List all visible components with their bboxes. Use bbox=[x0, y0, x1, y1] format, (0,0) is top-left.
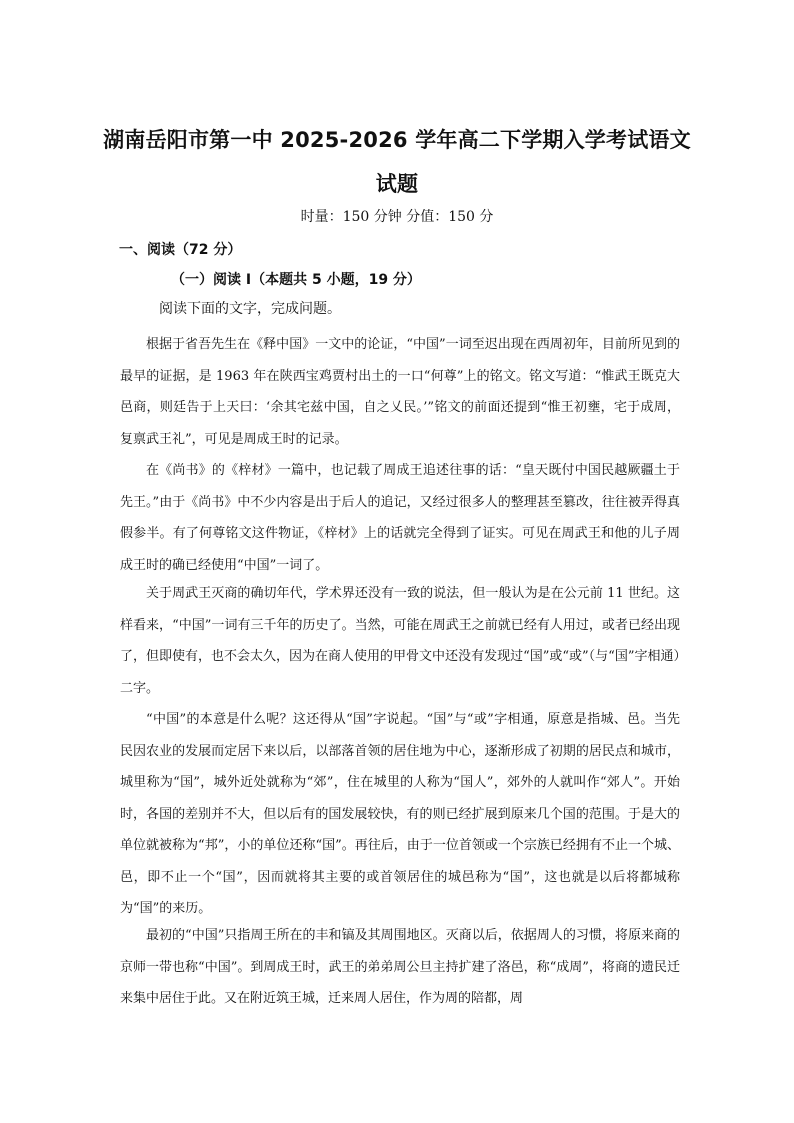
reading-instruction: 阅读下面的文字，完成问题。 bbox=[159, 301, 341, 317]
document-title-line-2: 试题 bbox=[375, 172, 419, 196]
passage-paragraph-2: 在《尚书》的《梓材》一篇中，也记载了周成王追述往事的话：“皇天既付中国民越厥疆土于先王。”由于《尚书》中不少内容是出于后人的追记，又经过很多人的整理甚至篡改，往往被弄得真假参半。有了何尊铭文这件物证，《梓材》上的话就完全得到了证实。可见在周武王和他的儿子周成王时的确已经使用“中国”一词了。 bbox=[120, 463, 680, 573]
passage-paragraph-1: 根据于省吾先生在《释中国》一文中的论证，“中国”一词至迟出现在西周初年，目前所见到的最早的证据，是 1963 年在陕西宝鸡贾村出土的一口“何尊”上的铭文。铭文写道：“惟武王既克大邑商，则廷告于上天曰：‘余其宅兹中国，自之乂民。’”铭文的前面还提到“惟王初壅，宅于成周，复禀武王礼”，可见是周成王时的记录。 bbox=[120, 337, 680, 447]
subsection-heading: （一）阅读 I（本题共 5 小题，19 分） bbox=[171, 272, 421, 288]
document-title-line-1: 湖南岳阳市第一中 2025-2026 学年高二下学期入学考试语文 bbox=[103, 128, 691, 152]
passage-paragraph-5: 最初的“中国”只指周王所在的丰和镐及其周围地区。灭商以后，依据周人的习惯，将原来商的京师一带也称“中国”。到周成王时，武王的弟弟周公旦主持扩建了洛邑，称“成周”，将商的遗民迁来集中居住于此。又在附近筑王城，迁来周人居住，作为周的陪都，周 bbox=[120, 928, 680, 1006]
passage-paragraph-3: 关于周武王灭商的确切年代，学术界还没有一致的说法，但一般认为是在公元前 11 世纪。这样看来，“中国”一词有三千年的历史了。当然，可能在周武王之前就已经有人用过，或者已经出现了，但即使有，也不会太久，因为在商人使用的甲骨文中还没有发现过“国”或“或”（与“国”字相通）二字。 bbox=[120, 586, 680, 696]
exam-time-and-score: 时量：150 分钟 分值：150 分 bbox=[300, 209, 494, 225]
passage-paragraph-4: “中国”的本意是什么呢？这还得从“国”字说起。“国”与“或”字相通，原意是指城、邑。当先民因农业的发展而定居下来以后，以部落首领的居住地为中心，逐渐形成了初期的居民点和城市，城里称为“国”，城外近处就称为“郊”，住在城里的人称为“国人”，郊外的人就叫作“郊人”。开始时，各国的差别并不大，但以后有的国发展较快，有的则已经扩展到原来几个国的范围。于是大的单位就被称为“邦”，小的单位还称“国”。再往后，由于一位首领或一个宗族已经拥有不止一个城、邑，即不止一个“国”，因而就将其主要的或首领居住的城邑称为“国”，这也就是以后将都城称为“国”的来历。 bbox=[120, 712, 680, 916]
section-heading: 一、阅读（72 分） bbox=[119, 242, 242, 258]
